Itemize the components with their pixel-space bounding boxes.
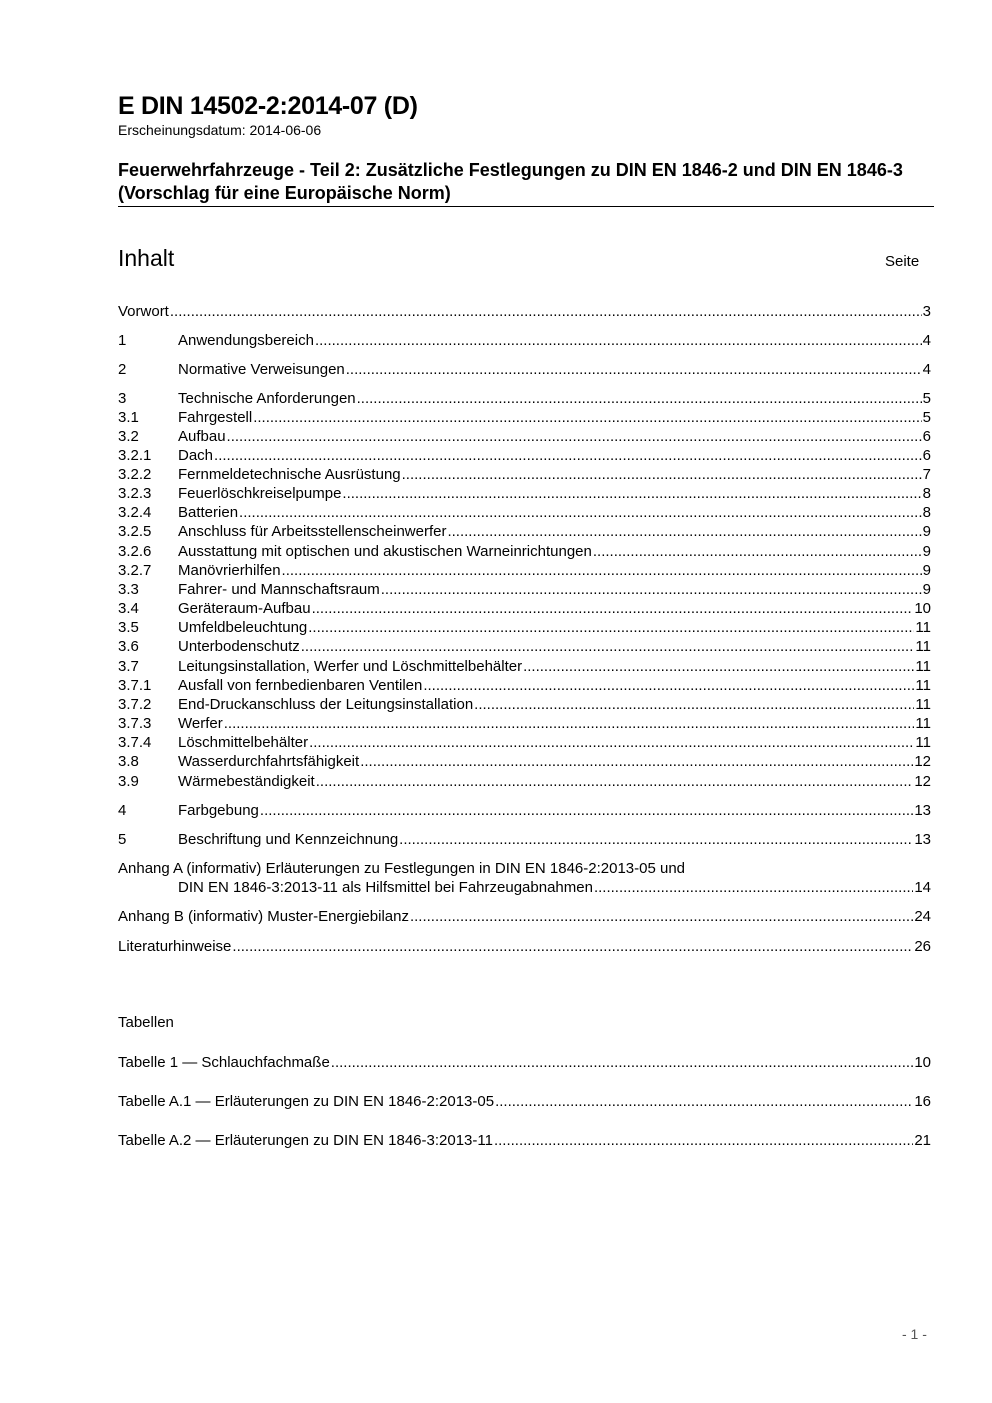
toc-leader bbox=[224, 714, 915, 733]
toc-entry-title: Löschmittelbehälter bbox=[178, 734, 309, 751]
toc-entry-title: Wärmebeständigkeit bbox=[178, 773, 315, 790]
table-entry-page: 16 bbox=[914, 1093, 931, 1110]
toc-entry-number: 4 bbox=[118, 802, 127, 819]
toc-entry-title: Manövrierhilfen bbox=[178, 562, 281, 579]
toc-leader bbox=[381, 580, 922, 599]
toc-entry-number: 3.5 bbox=[118, 619, 139, 636]
toc-entry-title: DIN EN 1846-3:2013-11 als Hilfsmittel bei Fahrzeugabnahmen bbox=[178, 879, 593, 896]
toc-leader bbox=[315, 331, 922, 350]
toc-entry-title: Fahrer- und Mannschaftsraum bbox=[178, 581, 380, 598]
toc-entry-page: 13 bbox=[914, 802, 931, 819]
toc-entry-number: 3.3 bbox=[118, 581, 139, 598]
toc-entry-title: Technische Anforderungen bbox=[178, 390, 356, 407]
toc-entry[interactable] bbox=[118, 580, 931, 599]
toc-entry[interactable] bbox=[118, 657, 931, 676]
toc-entry-title: Beschriftung und Kennzeichnung bbox=[178, 831, 399, 848]
toc-entry-number: 3.2.7 bbox=[118, 562, 152, 579]
toc-leader bbox=[170, 302, 922, 321]
toc-entry[interactable] bbox=[118, 561, 931, 580]
toc-leader bbox=[594, 878, 913, 897]
toc-entry-number: 3.8 bbox=[118, 753, 139, 770]
toc-entry[interactable] bbox=[118, 772, 931, 791]
toc-entry-number: 3.7.1 bbox=[118, 677, 152, 694]
toc-entry-title: Normative Verweisungen bbox=[178, 361, 345, 378]
toc-entry-annex-b[interactable] bbox=[118, 907, 931, 926]
toc-entry-number: 5 bbox=[118, 831, 127, 848]
toc-entry-page: 11 bbox=[915, 658, 931, 675]
toc-entry-number: 3.4 bbox=[118, 600, 139, 617]
toc-entry-title: Ausfall von fernbedienbaren Ventilen bbox=[178, 677, 423, 694]
toc-entry-number: 1 bbox=[118, 332, 127, 349]
toc-entry-page: 9 bbox=[922, 523, 931, 540]
toc-leader bbox=[282, 561, 922, 580]
toc-entry-page: 9 bbox=[922, 581, 931, 598]
toc-entry-number: 3.2.2 bbox=[118, 466, 152, 483]
toc-entry[interactable] bbox=[118, 714, 931, 733]
toc-entry-title: Leitungsinstallation, Werfer und Löschmittelbehälter bbox=[178, 658, 523, 675]
toc-entry[interactable] bbox=[118, 695, 931, 714]
toc-entry-page: 7 bbox=[922, 466, 931, 483]
toc-entry-title: Feuerlöschkreiselpumpe bbox=[178, 485, 342, 502]
toc-entry-title: Batterien bbox=[178, 504, 239, 521]
toc-entry-page: 11 bbox=[915, 638, 931, 655]
toc-entry-number: 3.1 bbox=[118, 409, 139, 426]
toc-entry-title: Geräteraum-Aufbau bbox=[178, 600, 311, 617]
toc-entry-page: 8 bbox=[922, 485, 931, 502]
toc-entry-number: 2 bbox=[118, 361, 127, 378]
toc-entry-title: Aufbau bbox=[178, 428, 226, 445]
toc-entry-number: 3.2.6 bbox=[118, 543, 152, 560]
toc-entry[interactable] bbox=[118, 389, 931, 408]
toc-entry[interactable] bbox=[118, 618, 931, 637]
toc-entry-page: 9 bbox=[922, 562, 931, 579]
toc-entry-title: Dach bbox=[178, 447, 214, 464]
toc-leader bbox=[410, 907, 913, 926]
toc-entry-title: Umfeldbeleuchtung bbox=[178, 619, 308, 636]
toc-entry-page: 4 bbox=[922, 361, 931, 378]
toc-entry-title: Literaturhinweise bbox=[118, 938, 232, 955]
table-entry-title: Tabelle 1 — Schlauchfachmaße bbox=[118, 1054, 330, 1071]
toc-entry-number: 3 bbox=[118, 390, 127, 407]
toc-entry-number: 3.7.3 bbox=[118, 715, 152, 732]
toc-entry[interactable] bbox=[118, 427, 931, 446]
toc-entry-page: 8 bbox=[922, 504, 931, 521]
toc-entry-number: 3.6 bbox=[118, 638, 139, 655]
toc-entry-page: 5 bbox=[922, 390, 931, 407]
toc-leader bbox=[360, 752, 913, 771]
toc-entry-page: 11 bbox=[915, 619, 931, 636]
table-entry-page: 21 bbox=[914, 1132, 931, 1149]
toc-leader bbox=[447, 522, 921, 541]
toc-entry[interactable] bbox=[118, 733, 931, 752]
toc-entry[interactable] bbox=[118, 830, 931, 849]
toc-entry-page: 24 bbox=[914, 908, 931, 925]
toc-entry-page: 26 bbox=[914, 938, 931, 955]
toc-entry-title: End-Druckanschluss der Leitungsinstallation bbox=[178, 696, 474, 713]
toc-entry-page: 11 bbox=[915, 734, 931, 751]
toc-entry-page: 5 bbox=[922, 409, 931, 426]
toc-entry-page: 3 bbox=[922, 303, 931, 320]
toc-leader bbox=[214, 446, 922, 465]
toc-entry-page: 11 bbox=[915, 677, 931, 694]
toc-entry-page: 12 bbox=[914, 773, 931, 790]
document-subtitle: Feuerwehrfahrzeuge - Teil 2: Zusätzliche Festlegungen zu DIN EN 1846-2 und DIN EN 1846-3 (Vorschlag für eine Europäische Norm) bbox=[118, 160, 903, 203]
toc-entry-bibliography[interactable] bbox=[118, 937, 931, 956]
toc-leader bbox=[232, 937, 913, 956]
toc-entry[interactable] bbox=[118, 637, 931, 656]
toc-entry-vorwort[interactable] bbox=[118, 302, 931, 321]
table-entry[interactable] bbox=[118, 1092, 931, 1111]
toc-entry-number: 3.2.5 bbox=[118, 523, 152, 540]
page-number: - 1 - bbox=[902, 1326, 927, 1342]
toc-entry-title: Wasserdurchfahrtsfähigkeit bbox=[178, 753, 360, 770]
table-entry-page: 10 bbox=[914, 1054, 931, 1071]
toc-leader bbox=[312, 599, 914, 618]
toc-entry[interactable] bbox=[118, 408, 931, 427]
toc-entry[interactable] bbox=[118, 360, 931, 379]
toc-entry[interactable] bbox=[118, 446, 931, 465]
toc-page-column-label: Seite bbox=[885, 253, 920, 270]
toc-entry[interactable] bbox=[118, 752, 931, 771]
toc-leader bbox=[494, 1131, 913, 1150]
toc-entry-number: 3.7.2 bbox=[118, 696, 152, 713]
toc-entry-page: 11 bbox=[915, 696, 931, 713]
toc-entry-title: Fahrgestell bbox=[178, 409, 253, 426]
toc-entry[interactable] bbox=[118, 801, 931, 820]
toc-leader bbox=[495, 1092, 913, 1111]
toc-entry-number: 3.2.3 bbox=[118, 485, 152, 502]
toc-leader bbox=[342, 484, 921, 503]
toc-entry[interactable] bbox=[118, 522, 931, 541]
title-divider bbox=[118, 206, 934, 207]
table-entry[interactable] bbox=[118, 1131, 931, 1150]
toc-entry[interactable] bbox=[118, 676, 931, 695]
table-entry-title: Tabelle A.2 — Erläuterungen zu DIN EN 1846-3:2013-11 bbox=[118, 1132, 493, 1149]
table-entry[interactable] bbox=[118, 1053, 931, 1072]
toc-leader bbox=[523, 657, 914, 676]
tables-heading: Tabellen bbox=[118, 1014, 174, 1031]
toc-leader bbox=[593, 542, 922, 561]
toc-entry-page: 13 bbox=[914, 831, 931, 848]
toc-entry-title: Vorwort bbox=[118, 303, 169, 320]
toc-entry[interactable] bbox=[118, 542, 931, 561]
toc-entry-title: Anwendungsbereich bbox=[178, 332, 314, 349]
toc-entry-number: 3.9 bbox=[118, 773, 139, 790]
toc-entry[interactable] bbox=[118, 599, 931, 618]
toc-annex-a-title[interactable]: Anhang A (informativ) Erläuterungen zu Festlegungen in DIN EN 1846-2:2013-05 und bbox=[118, 860, 686, 877]
toc-leader bbox=[301, 637, 915, 656]
toc-leader bbox=[308, 618, 914, 637]
toc-leader bbox=[423, 676, 914, 695]
toc-leader bbox=[402, 465, 922, 484]
toc-entry-title: Farbgebung bbox=[178, 802, 259, 819]
toc-leader bbox=[227, 427, 922, 446]
toc-leader bbox=[331, 1053, 914, 1072]
toc-leader bbox=[253, 408, 921, 427]
toc-entry[interactable] bbox=[118, 465, 931, 484]
toc-entry-number: 3.2.4 bbox=[118, 504, 152, 521]
toc-entry-number: 3.2 bbox=[118, 428, 139, 445]
toc-entry-page: 6 bbox=[922, 447, 931, 464]
toc-entry-page: 4 bbox=[922, 332, 931, 349]
toc-leader bbox=[474, 695, 914, 714]
toc-entry-page: 9 bbox=[922, 543, 931, 560]
toc-leader bbox=[346, 360, 922, 379]
toc-entry[interactable] bbox=[118, 484, 931, 503]
toc-leader bbox=[260, 801, 913, 820]
toc-entry-page: 10 bbox=[914, 600, 931, 617]
toc-entry-title: Ausstattung mit optischen und akustischen Warneinrichtungen bbox=[178, 543, 592, 560]
toc-entry-title: Fernmeldetechnische Ausrüstung bbox=[178, 466, 401, 483]
publication-date: Erscheinungsdatum: 2014-06-06 bbox=[118, 122, 322, 138]
toc-entry-number: 3.2.1 bbox=[118, 447, 152, 464]
toc-entry-page: 6 bbox=[922, 428, 931, 445]
toc-entry-number: 3.7.4 bbox=[118, 734, 152, 751]
toc-entry-page: 12 bbox=[914, 753, 931, 770]
toc-entry-number: 3.7 bbox=[118, 658, 139, 675]
toc-leader bbox=[239, 503, 922, 522]
toc-entry[interactable] bbox=[118, 503, 931, 522]
toc-entry-title: Anhang B (informativ) Muster-Energiebilanz bbox=[118, 908, 409, 925]
toc-entry-page: 14 bbox=[914, 879, 931, 896]
toc-entry[interactable] bbox=[118, 331, 931, 350]
toc-entry-annex-a[interactable] bbox=[118, 878, 931, 897]
toc-leader bbox=[316, 772, 914, 791]
toc-leader bbox=[309, 733, 914, 752]
toc-leader bbox=[399, 830, 913, 849]
document-title: E DIN 14502-2:2014-07 (D) bbox=[118, 92, 418, 120]
toc-leader bbox=[357, 389, 922, 408]
toc-entry-title: Werfer bbox=[178, 715, 223, 732]
table-entry-title: Tabelle A.1 — Erläuterungen zu DIN EN 1846-2:2013-05 bbox=[118, 1093, 495, 1110]
toc-entry-page: 11 bbox=[915, 715, 931, 732]
toc-entry-title: Anschluss für Arbeitsstellenscheinwerfer bbox=[178, 523, 447, 540]
toc-heading: Inhalt bbox=[118, 245, 175, 271]
toc-entry-title: Unterbodenschutz bbox=[178, 638, 300, 655]
